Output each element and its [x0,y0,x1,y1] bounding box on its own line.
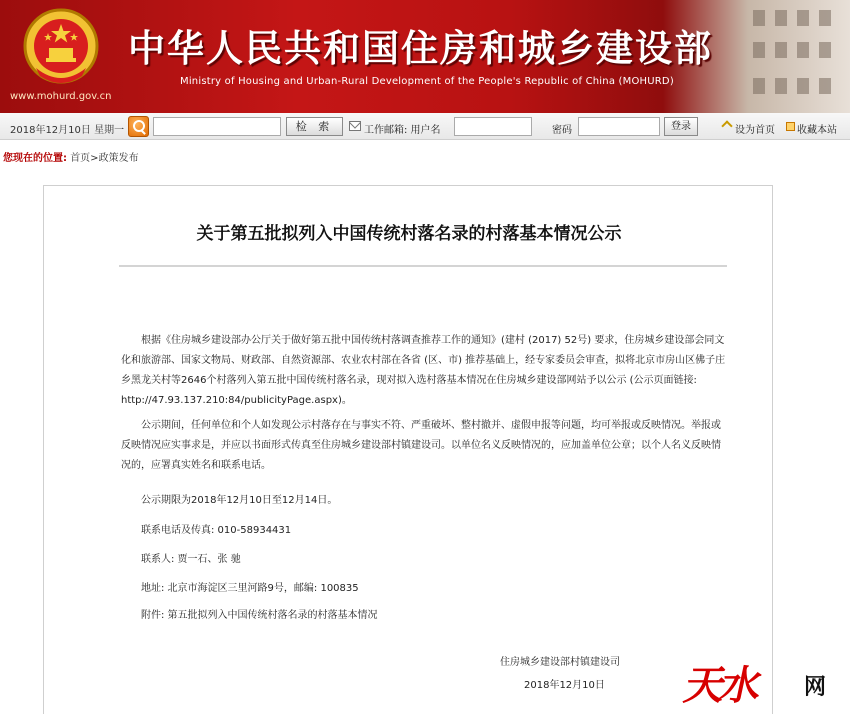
breadcrumb-label: 您现在的位置: [3,153,67,164]
article-paragraph-2: 公示期间，任何单位和个人如发现公示村落存在与事实不符、严重破坏、整村撤并、虚假申报等问题，均可举报或反映情况。举报或反映情况应实事求是，并应以书面形式传真至住房城乡建设部村镇建设司。以单位名义反映情况的，应加盖单位公章；以个人名义反映情况的，应署真实姓名和联系电话。 [121,420,721,471]
issue-date: 2018年12月10日 [524,680,605,691]
publicity-period: 公示期限为2018年12月10日至12月14日。 [141,495,338,506]
contact-address: 地址: 北京市海淀区三里河路9号，邮编: 100835 [141,583,359,594]
bookmark-icon [786,122,795,131]
article-title: 关于第五批拟列入中国传统村落名录的村落基本情况公示 [196,224,622,244]
contact-person: 联系人: 贾一石、张 驰 [141,554,241,565]
mail-icon [349,121,361,131]
watermark-brush-text: 天水 [680,662,763,709]
attachment-link[interactable]: 附件: 第五批拟列入中国传统村落名录的村落基本情况 [141,610,378,621]
username-input[interactable] [454,117,532,136]
title-divider [119,265,727,267]
breadcrumb-path[interactable]: 首页>政策发布 [70,153,139,164]
building-illustration [735,0,850,113]
issuing-department: 住房城乡建设部村镇建设司 [500,657,620,668]
site-watermark [680,652,846,710]
search-icon[interactable] [128,116,149,137]
ministry-title: 中华人民共和国住房和城乡建设部 [128,27,713,70]
watermark-suffix: 网 [804,675,827,700]
top-toolbar [0,113,850,140]
breadcrumb [3,149,139,164]
contact-phone: 联系电话及传真: 010-58934431 [141,525,292,536]
search-input[interactable] [153,117,281,136]
password-input[interactable] [578,117,660,136]
site-banner [0,0,850,113]
login-button[interactable]: 登录 [664,117,698,136]
home-icon [721,120,732,131]
article-paragraph-1: 根据《住房城乡建设部办公厅关于做好第五批中国传统村落调查推荐工作的通知》(建村 (2017) 52号) 要求，住房城乡建设部会同文化和旅游部、国家文物局、财政部、自然资源部、农业农村部在各省 (区、市) 推荐基础上，经专家委员会审查，拟将北京市房山区佛子庄乡黑龙关村等2646个村落列入第五批中国传统村落名录，现对拟入选村落基本情况在住房城乡建设部网站予以公示 (公示页面链接: http://47.93.137.210:84/publicityPage.aspx)。 [121,335,726,406]
add-favorite-link[interactable]: 收藏本站 [797,125,837,136]
article-panel [43,185,773,714]
site-url: www.mohurd.gov.cn [10,91,112,102]
search-button[interactable]: 检 索 [286,117,343,136]
national-emblem-icon [22,6,100,88]
ministry-subtitle: Ministry of Housing and Urban-Rural Development of the People's Republic of China (MOHURD) [180,76,674,87]
set-homepage-link[interactable]: 设为首页 [735,125,775,136]
mail-username-label: 工作邮箱: 用户名 [364,125,441,136]
password-label: 密码 [552,125,572,136]
current-date: 2018年12月10日 星期一 [10,125,125,136]
